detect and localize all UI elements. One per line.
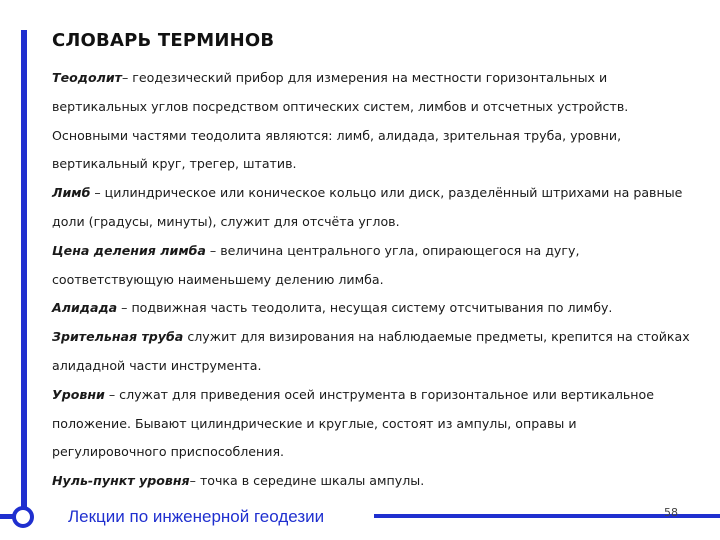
term: Зрительная труба: [52, 329, 184, 345]
term: Алидада: [52, 300, 118, 316]
glossary-entry: [52, 294, 692, 323]
term: Уровни: [52, 386, 105, 402]
page-number: 58: [664, 506, 678, 519]
definition: – точка в середине шкалы ампулы.: [189, 473, 425, 489]
term: Теодолит: [52, 70, 122, 85]
left-accent-bar: [21, 30, 27, 510]
glossary-entry: [52, 64, 692, 179]
definition: – подвижная часть теодолита, несущая систему отсчитывания по лимбу.: [117, 300, 613, 316]
term: Лимб: [52, 185, 91, 201]
glossary-entry: [52, 323, 692, 381]
definition: – величина центрального угла, опирающегося на дугу, соответствующую наименьшему делению лимба.: [52, 242, 580, 287]
term: Нуль-пункт уровня: [52, 473, 190, 489]
definition: служит для визирования на наблюдаемые предметы, крепится на стойках алидадной части инструмента.: [52, 329, 690, 373]
definition: – служат для приведения осей инструмента в горизонтальное или вертикальное положение. Бывают цилиндрические и круглые, состоят из ампулы, оправы и регулировочного приспособления.: [52, 386, 654, 460]
term: Цена деления лимба: [52, 242, 206, 258]
glossary-entry: [52, 467, 692, 496]
definition: – геодезический прибор для измерения на местности горизонтальных и вертикальных углов посредством оптических систем, лимбов и отсчетных устройств. Основными частями теодолита являются: лимб, алидада, зрительная труба, уровни, вертикальный круг, трегер, штатив.: [52, 70, 629, 172]
glossary: [52, 64, 692, 496]
footer-course-title: Лекции по инженерной геодезии: [68, 507, 325, 526]
glossary-entry: [52, 381, 692, 467]
page-title: СЛОВАРЬ ТЕРМИНОВ: [52, 30, 275, 51]
glossary-entry: [52, 179, 692, 237]
glossary-entry: [52, 237, 692, 295]
definition: – цилиндрическое или коническое кольцо или диск, разделённый штрихами на равные доли (градусы, минуты), служит для отсчёта углов.: [52, 185, 683, 229]
footer-circle-icon: [12, 506, 34, 528]
